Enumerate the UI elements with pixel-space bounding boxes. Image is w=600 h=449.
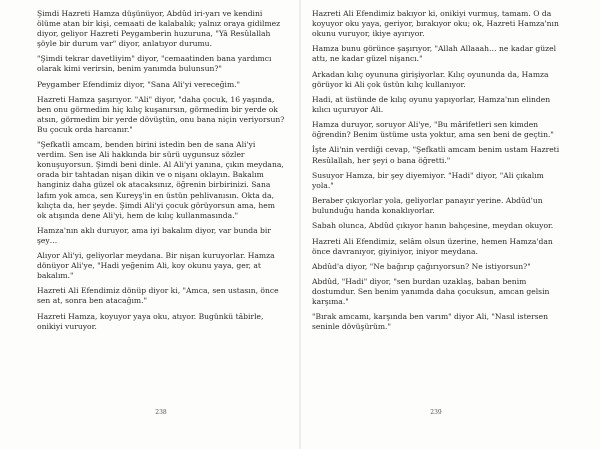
paragraph: Hazreti Ali Efendimiz bakıyor ki, onikiyi vurmuş, tamam. O da koyuyor oku yaya, geriyor, bırakıyor oku; ok, Hazreti Hamza'nın okunu vuruyor, ikiye ayırıyor. <box>312 9 559 39</box>
paragraph: Şimdi Hazreti Hamza düşünüyor, Abdûd iri-yarı ve kendini ölüme atan bir kişi, cemaati de kalabalık; yalnız oraya gidilmez diyor, geliyor Hazreti Peygamberin huzuruna, "Yâ Resûlallah şöyle bir durum var" diyor, anlatıyor durumu. <box>37 9 281 49</box>
paragraph: Alıyor Ali'yi, geliyorlar meydana. Bir nişan kuruyorlar. Hamza dönüyor Ali'ye, "Hadi yeğenim Ali, koy okunu yaya, ger, at bakalım." <box>37 251 275 281</box>
paragraph: "Bırak amcamı, karşında ben varım" diyor Ali, "Nasıl istersen seninle dövüşürüm." <box>312 312 549 332</box>
paragraph: Abdûd, "Hadi" diyor, "sen burdan uzaklaş, baban benim dostumdur. Sen benim yanımda daha çocuksun, amcan gelsin karşıma." <box>312 277 550 307</box>
paragraph: Hazreti Hamza şaşırıyor. "Ali" diyor, "daha çocuk, 16 yaşında, ben onu görmedim hiç kılıç kuşanırsın, görmedim bir yerde ok atsın, görmedim bir yerde dövüştün, onu bana niçin veriyorsun? Bu çocuk orda harcanır." <box>37 94 285 135</box>
paragraph: Hadi, at üstünde de kılıç oyunu yapıyorlar, Hamza'nın elinden kılıcı uçuruyor Ali. <box>312 94 551 114</box>
paragraph: Beraber çıkıyorlar yola, geliyorlar panayır yerine. Abdûd'un bulunduğu handa konaklıyorlar. <box>312 196 543 216</box>
paragraph: Susuyor Hamza, bir şey diyemiyor. "Hadi" diyor, "Ali çıkalım yola." <box>312 170 544 190</box>
paragraph: İşte Ali'nin verdiği cevap, "Şefkatli amcam benim ustam Hazreti Resûlallah, her şeyi o bana öğretti." <box>312 145 560 165</box>
paragraph: "Şimdi tekrar davetliyim" diyor, "cemaatinden bana yardımcı olarak kimi verirsin, benim yanımda bulunsun?" <box>37 54 272 74</box>
paragraph: Hazreti Hamza, koyuyor yaya oku, atıyor. Bugünkü tâbirle, onikiyi vuruyor. <box>37 311 264 331</box>
paragraph: Hazreti Ali Efendimiz, selâm olsun üzerine, hemen Hamza'dan önce davranıyor, giyiniyor, iniyor meydana. <box>312 236 553 256</box>
right-page <box>300 0 600 449</box>
paragraph: Peygamber Efendimiz diyor, "Sana Ali'yi vereceğim." <box>37 79 241 89</box>
left-page-text <box>37 9 285 337</box>
paragraph: Hamza bunu görünce şaşırıyor, "Allah Allaaah… ne kadar güzel attı, ne kadar güzel nişancı." <box>312 44 557 64</box>
right-page-text <box>312 9 560 338</box>
page-number: 238 <box>155 409 167 416</box>
paragraph: Hamza duruyor, soruyor Ali'ye, "Bu mârifetleri sen kimden öğrendin? Benim üstüme usta yoktur, ama sen beni de geçtin." <box>312 120 554 140</box>
paragraph: Abdûd'a diyor, "Ne bağırıp çağırıyorsun? Ne istiyorsun?" <box>312 261 531 271</box>
paragraph: Arkadan kılıç oyununa girişiyorlar. Kılıç oyununda da, Hamza görüyor ki Ali çok üstün kılıç kullanıyor. <box>312 69 549 89</box>
paragraph: Hazreti Ali Efendimiz dönüp diyor ki, "Amca, sen ustasın, önce sen at, sonra ben atacağım." <box>37 286 279 306</box>
paragraph: Hamza'nın aklı duruyor, ama iyi bakalım diyor, var bunda bir şey… <box>37 225 271 245</box>
paragraph: "Şefkatli amcam, benden birini istedin ben de sana Ali'yi verdim. Sen ise Ali hakkında bir sürü uygunsuz sözler konuşuyorsun. Şimdi beni dinle. Al Ali'yi yanına, çıkın meydana, orada bir tahtadan nişan dikin ve o nişanı oklayın. Bakalım hanginiz daha güzel ok atacaksınız, öğrenin birbirinizi. Sana lafım yok amca, sen Kureyş'in en üstün pehlivanısın. Okta da, kılıçta da, her şeyde. Şimdi Ali'yi çocuk görüyorsun ama, hem ok atışında dene Ali'yi, hem de kılıç kullanmasında." <box>37 140 284 220</box>
paragraph: Sabah olunca, Abdûd çıkıyor hanın bahçesine, meydan okuyor. <box>312 221 554 231</box>
page-number: 239 <box>430 409 442 416</box>
